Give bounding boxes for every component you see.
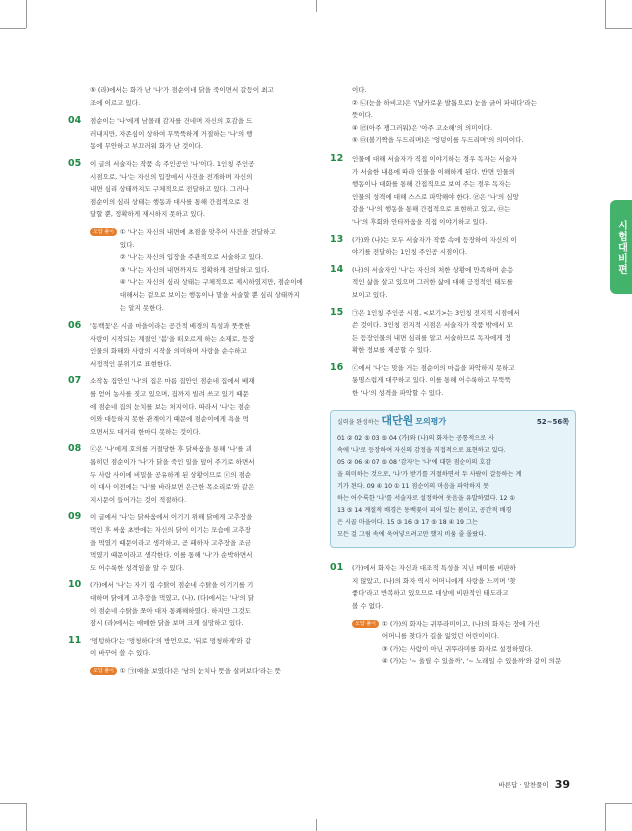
answer-text: ㉠은 1인칭 주인공 시점, <보기>는 3인칭 전지적 시점에서 쓴 것이다. 3인칭 전지적 시점은 서술자가 작품 밖에서 모 든 등장인물의 내면 심리를 알고 서술하므로 독자에게 정 확한 정보를 제공할 수 있다. (352, 308, 520, 355)
question-05 (68, 158, 316, 221)
question-10 (68, 579, 316, 629)
box-title-big: 대단원 (381, 413, 414, 427)
lead-in-text: ⑤ (라)에서는 화가 난 '나'가 점순이네 닭을 죽이면서 갈등이 최고 조에 이르고 있다. (90, 86, 274, 107)
box-title-mid: 모의평가 (415, 416, 447, 426)
answer-text: (나)의 서술자인 '나'는 자신의 처한 상황에 만족하며 순응 적인 삶을 살고 있으며 그러한 삶에 대해 긍정적인 태도를 보이고 있다. (352, 265, 514, 299)
question-13 (330, 234, 576, 259)
carry-over-text: 이다. ② ㉡(눈을 하비고)은 '(날카로운 발톱으로) 눈을 긁어 파내다'라는 뜻이다. ④ ㉣(아주 쟁그러워)은 '아주 고소해'의 의미이다. ⑤ ㉤(볼기짝을 두드리며)은 '엉덩이를 두드리며'의 의미이다. (352, 86, 537, 145)
note-text: ① ㉠(얘을 보였다)은 '남의 눈치나 뜻을 살펴보다'라는 뜻 (119, 666, 281, 675)
right-column (330, 84, 576, 674)
page-range: 52~56쪽 (536, 417, 569, 426)
answer-text: '동백꽃'은 시골 마을이라는 공간적 배경의 특성과 풋풋한 사랑이 시작되는 계절인 '봄'을 떠오르게 하는 소재로, 등장 인물의 화해와 사랑의 시작을 의미하며 사랑을 순수하고 서정적인 분위기로 표현한다. (90, 322, 255, 368)
question-number: 13 (330, 233, 344, 245)
page-footer (499, 778, 570, 791)
question-number: 15 (330, 306, 344, 318)
question-number: 14 (330, 263, 344, 275)
answer-text: 인물에 대해 서술자가 직접 이야기하는 경우 독자는 서술자 가 서술한 내용에 따라 인물을 이해하게 된다. 반면 인물의 행동이나 대화를 통해 간접적으로 보여 주는 경우 독자는 인물의 성격에 대해 스스로 파악해야 한다. ㉣은 '나'의 심망 감을 '나'의 행동을 통해 간접적으로 표현하고 있고, ㉤는 '나'의 후회와 안타까움을 직접 이야기하고 있다. (352, 154, 519, 226)
question-number: 06 (68, 320, 82, 332)
question-01 (330, 562, 576, 612)
answer-text: 점순이는 '나'에게 남몰래 감자를 건네며 자신의 호감을 드 러내지만, 자존심이 상하여 무뚝뚝하게 거절하는 '나'의 행 동에 무안하고 부끄러워 화가 난 것이다. (90, 117, 253, 151)
page-number: 39 (554, 778, 570, 791)
question-09 (68, 511, 316, 574)
answer-text: (가)와 (나)는 모두 서술자가 작품 속에 등장하여 자신의 이 야기를 전달하는 1인칭 주인공 시점이다. (352, 235, 517, 257)
unit-review-answer-box (330, 410, 576, 549)
box-title-small: 실력을 완성하는 (337, 418, 380, 426)
wrong-answer-note (68, 665, 316, 678)
left-column (68, 84, 316, 684)
wrong-answer-note (68, 226, 316, 314)
box-title (337, 415, 446, 430)
answer-text: 소작농 집안인 '나'의 집은 마름 집안인 점순네 집에서 배재 를 얻어 농사를 짓고 있으며, 집까지 빌려 쓰고 있기 때문 에 점순네 집의 눈치를 보는 처지이다. 따라서 '나'는 점순 이와 대등하지 못한 관계이기 때문에 점순이에게 욕을 먹 으면서도 대거리 한마디 못하는 것이다. (90, 377, 255, 436)
crop-mark (605, 0, 606, 28)
question-number: 08 (68, 443, 82, 455)
wrong-answer-badge: 오답 풀이 (90, 228, 117, 236)
question-number: 11 (68, 634, 82, 646)
question-12 (330, 153, 576, 229)
answer-text: ⓒ은 '나'에게 호의를 거절당한 후 닭싸움을 통해 '나'를 괴 롭히던 점순이가 '나'가 닭을 죽인 일을 덮어 주기로 하면서 두 사람 사이에 비밀을 공유하게 된 상황이므로 ⓒ의 점순 이 대사 이전에는 '나'를 바라보면 은근한 목소리로'와 같은 지시문이 들어가는 것이 적절하다. (90, 445, 255, 504)
answer-text: 이 글의 서술자는 작품 속 주인공인 '나'이다. 1인칭 주인공 시점으로, '나'는 자신의 입장에서 사건을 전개하며 자신의 내면 심리 상태까지도 구체적으로 전달하고 있다. 그러나 점순이의 심리 상태는 행동과 대사를 통해 간접적으로 전 달할 뿐, 정확하게 제시하지 못하고 있다. (90, 159, 255, 219)
answer-text: (가)에서 '나'는 자기 집 수탉이 점순네 수탉을 이기기를 기 대하며 닭에게 고추장을 먹였고, (나), (다)에서는 '나'의 닭 이 점순네 수탉을 쪼아 대자 통쾌해하였다. 하지만 그것도 잠시 (라)에서는 애매한 닭을 보며 크게 실망하고 있다. (90, 581, 255, 628)
question-number: 07 (68, 375, 82, 387)
note-text: ① '나'는 자신의 내면에 초점을 맞추어 사건을 전달하고 있다. ② '나'는 자신의 입장을 주관적으로 서술하고 있다. ③ '나'는 자신의 내면까지도 정확하게 전달하고 있다. ④ '나'는 자신의 심리 상태는 구체적으로 제시하였지만, 점순이에 대해서는 겉으로 보이는 행동이나 말을 서술할 뿐 심리 상태까지 는 알지 못한다. (119, 227, 303, 312)
question-15 (330, 307, 576, 357)
crop-mark (605, 803, 632, 804)
question-04 (68, 115, 316, 153)
footer-label: 바른답 · 알찬풀이 (498, 781, 549, 789)
wrong-answer-badge: 오답 풀이 (90, 667, 117, 675)
crop-mark (26, 0, 27, 28)
crop-mark (316, 819, 317, 831)
crop-mark (0, 28, 26, 29)
question-number: 12 (330, 152, 344, 164)
question-number: 01 (330, 562, 344, 574)
crop-mark (26, 803, 27, 831)
wrong-answer-note (330, 618, 576, 668)
crop-mark (605, 28, 632, 29)
answer-text: 이 글에서 '나'는 닭싸움에서 이기기 위해 닭에게 고추장을 먹인 후 싸움 초반에는 자신의 닭이 이기는 모습에 고추장 을 먹였기 때문이라고 생각하고, 곧 패하자 고추장을 조금 먹였기 때문이라고 생각한다. 이를 통해 '나'가 순박하면서 도 어수룩한 성격임을 알 수 있다. (90, 513, 253, 572)
crop-mark (0, 803, 26, 804)
question-07 (68, 375, 316, 438)
note-text: ① (가)의 화자는 귀뚜라미이고, (나)의 화자는 장에 가신 어머니를 찾다가 길을 잃었던 어린이이다. ③ (가)는 사람이 아닌 귀뚜라미를 화자로 설정하였다. ④ (가)는 '~ 울릴 수 있을까', '~ 노래일 수 있을까'와 같이 의문 (381, 619, 562, 666)
answer-text: (가)에서 화자는 자신과 대조적 특성을 지닌 매미를 비판하 지 않았고, (나)의 화자 역시 어머니에게 사랑을 느끼며 '찾 좋다'라고 반복하고 있으므로 대상에 비판적인 태도라고 볼 수 없다. (352, 564, 516, 611)
crop-mark (605, 803, 606, 831)
answer-text: '멍텅하다'는 '멍청하다'의 방언으로, '뒤로 멍청하게'와 같 이 바꾸어 쓸 수 있다. (90, 636, 252, 658)
question-number: 05 (68, 157, 82, 169)
answer-text: ⓒ에서 '나'는 맞을 거는 점순이의 마음을 파악하지 못하고 퉁명스럽게 대꾸하고 있다. 이를 통해 어수룩하고 무뚝뚝 한 '나'의 성격을 파악할 수 있다. (352, 363, 515, 398)
answer-key: 01 ② 02 ⑤ 03 ⑤ 04 (가)와 (나)의 화자는 공통적으로 사 속에 '나'로 등장하여 자신의 감정을 직접적으로 표현하고 있다. 05 ② 06 ④ 07 ⑤ 08 '감자'는 '나'에 대한 점순이의 호감 을 의미하는 것으로, '나'가 받기를 거절하면서 두 사람이 갈등하는 계 기가 된다. 09 ④ 10 ① 11 점순이의 마음을 파악하지 못 하는 어수룩한 '나'를 서술자로 설정하여 웃음을 유발하였다. 12 ① 13 ⑤ 14 계절적 배경은 동백꽃이 피어 있는 봄이고, 공간적 배경 은 시골 마을이다. 15 ③ 16 ③ 17 ⑤ 18 ④ 19 그는 모든 걸 그림 속에 욱여넣으려고만 했지 비움 줄 몰랐다. (337, 435, 522, 539)
question-08 (68, 443, 316, 506)
question-06 (68, 320, 316, 370)
question-number: 04 (68, 115, 82, 127)
box-header (337, 415, 569, 430)
question-16 (330, 362, 576, 400)
wrong-answer-badge: 오답 풀이 (352, 620, 379, 628)
question-number: 16 (330, 361, 344, 373)
question-11 (68, 635, 316, 660)
section-side-tab: 시험대비편 (610, 200, 632, 294)
crop-mark (316, 0, 317, 12)
question-number: 09 (68, 511, 82, 523)
question-number: 10 (68, 579, 82, 591)
question-14 (330, 264, 576, 302)
